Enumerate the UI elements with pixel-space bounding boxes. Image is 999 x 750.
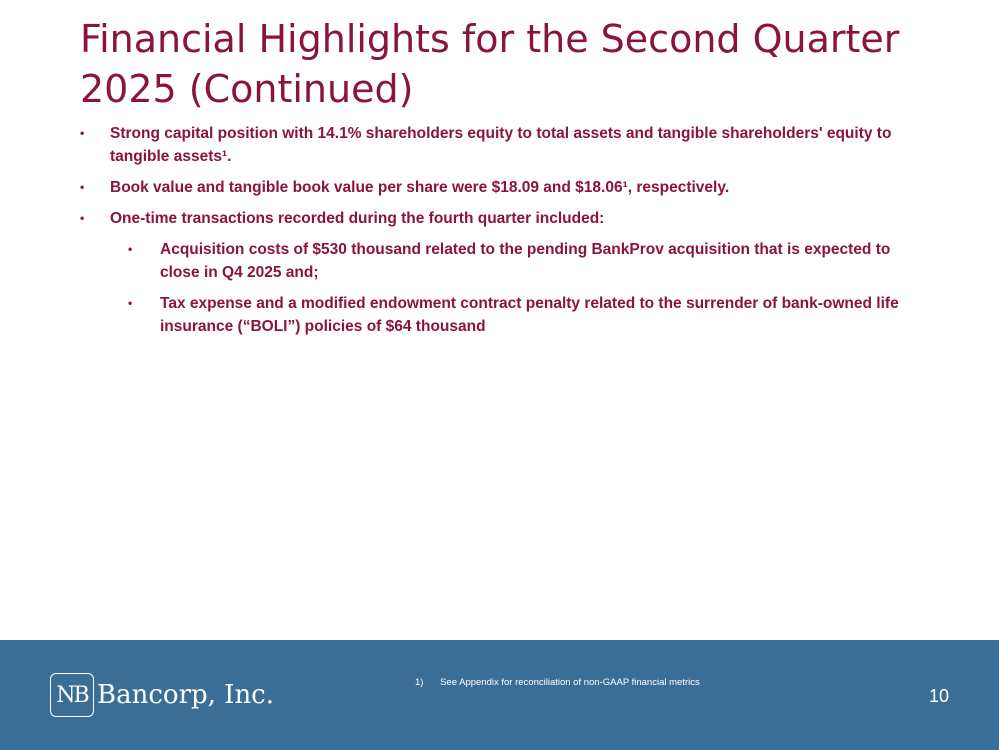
logo-mark: NB [50,673,94,717]
bullet-text: Book value and tangible book value per share were $18.09 and $18.06¹, respectively. [110,179,730,196]
bullet-icon: • [80,211,85,225]
bullet-item [80,122,920,168]
sub-bullet-text: Acquisition costs of $530 thousand related to the pending BankProv acquisition that is expected to close in Q4 2025 and; [160,241,891,281]
footnote [415,677,700,688]
logo-text: Bancorp, Inc. [97,680,275,710]
sub-bullet-item [110,292,920,338]
sub-bullet-text: Tax expense and a modified endowment contract penalty related to the surrender of bank-owned life insurance (“BOLI”) policies of $64 thousand [160,295,899,335]
bullet-icon: • [128,242,133,256]
sub-bullet-list [110,238,920,338]
footnote-number: 1) [415,677,424,688]
sub-bullet-item [110,238,920,284]
footnote-text: See Appendix for reconciliation of non-GAAP financial metrics [440,677,700,688]
bullet-item [80,176,920,199]
bullet-icon: • [128,296,133,310]
footer-bar [0,640,999,750]
bullet-icon: • [80,126,85,140]
company-logo [50,670,274,720]
slide-title: Financial Highlights for the Second Quarter 2025 (Continued) [80,17,900,111]
page-number: 10 [928,686,949,706]
bullet-icon: • [80,180,85,194]
bullet-text: One-time transactions recorded during the fourth quarter included: [110,210,605,227]
bullet-text: Strong capital position with 14.1% shareholders equity to total assets and tangible shareholders' equity to tangible assets¹. [110,125,892,165]
bullet-item [80,207,920,338]
bullet-list [80,122,920,346]
